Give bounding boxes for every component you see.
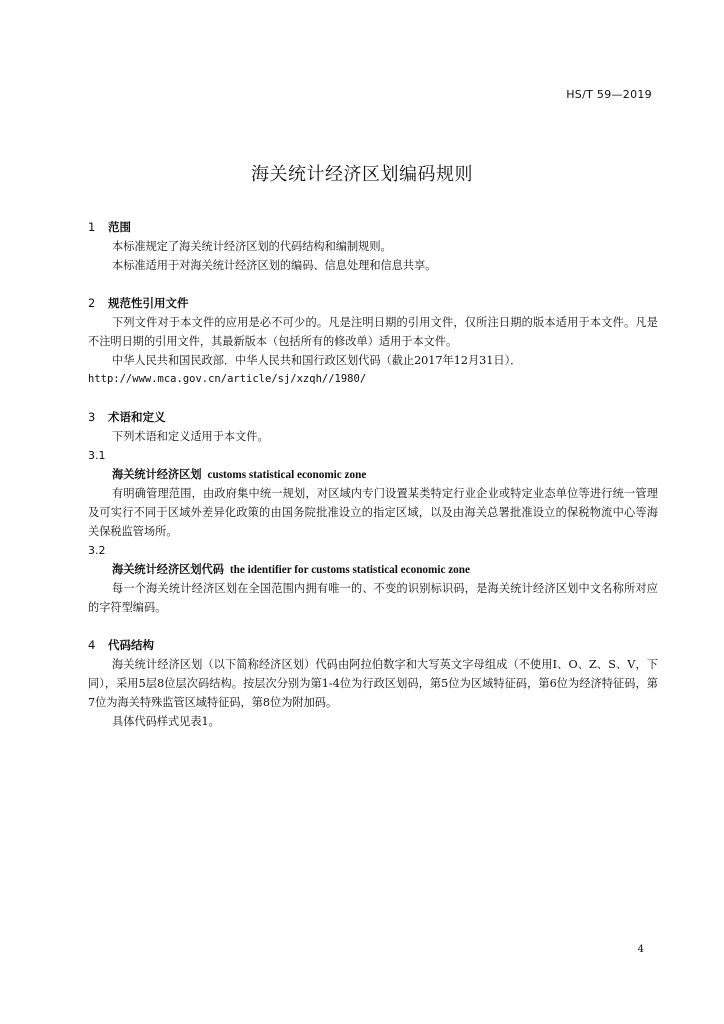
paragraph: 具体代码样式见表1。 <box>112 715 220 728</box>
reference-url: http://www.mca.gov.cn/article/sj/xzqh//1980/ <box>88 373 367 385</box>
term-heading <box>88 465 658 484</box>
section-title: 规范性引用文件 <box>108 296 189 310</box>
term-heading <box>88 560 658 579</box>
section-3-heading <box>88 408 658 427</box>
section-title: 术语和定义 <box>108 410 166 424</box>
paragraph: 下列文件对于本文件的应用是必不可少的。凡是注明日期的引用文件，仅所注日期的版本适用于本文件。凡是不注明日期的引用文件，其最新版本（包括所有的修改单）适用于本文件。 <box>88 316 658 348</box>
term-en: customs statistical economic zone <box>207 469 367 481</box>
document-body <box>88 218 658 731</box>
term-definition: 每一个海关统计经济区划在全国范围内拥有唯一的、不变的识别标识码，是海关统计经济区划中文名称所对应的字符型编码。 <box>88 582 658 614</box>
section-4-heading <box>88 636 658 655</box>
page-number: 4 <box>637 944 644 955</box>
section-number: 3 <box>88 410 96 424</box>
section-1-heading <box>88 218 658 237</box>
paragraph: 下列术语和定义适用于本文件。 <box>112 430 269 443</box>
reference-text: 中华人民共和国民政部．中华人民共和国行政区划代码（截止2017年12月31日）． <box>112 354 522 367</box>
term-en: the identifier for customs statistical economic zone <box>229 564 470 576</box>
paragraph: 海关统计经济区划（以下简称经济区划）代码由阿拉伯数字和大写英文字母组成（不使用I、O、Z、S、V，下同），采用5层8位层次码结构。按层次分别为第1-4位为行政区划码，第5位为区域特征码，第6位为经济特征码，第7位为海关特殊监管区域特征码，第8位为附加码。 <box>88 658 658 709</box>
term-number: 3.2 <box>88 544 106 557</box>
section-number: 4 <box>88 638 96 652</box>
reference-citation <box>88 351 658 370</box>
paragraph: 本标准适用于对海关统计经济区划的编码、信息处理和信息共享。 <box>112 259 437 272</box>
section-title: 范围 <box>108 220 131 234</box>
standard-code: HS/T 59—2019 <box>566 88 652 101</box>
term-zh: 海关统计经济区划代码 <box>112 563 224 576</box>
term-definition: 有明确管理范围，由政府集中统一规划，对区域内专门设置某类特定行业企业或特定业态单位等进行统一管理及可实行不同于区域外差异化政策的由国务院批准设立的指定区域，以及由海关总署批准设立的保税物流中心等海关保税监管场所。 <box>88 487 658 538</box>
section-number: 2 <box>88 296 96 310</box>
term-number: 3.1 <box>88 449 106 462</box>
document-title: 海关统计经济区划编码规则 <box>251 164 473 185</box>
section-number: 1 <box>88 220 96 234</box>
section-title: 代码结构 <box>108 638 154 652</box>
section-2-heading <box>88 294 658 313</box>
paragraph: 本标准规定了海关统计经济区划的代码结构和编制规则。 <box>112 240 392 253</box>
term-zh: 海关统计经济区划 <box>112 468 202 481</box>
